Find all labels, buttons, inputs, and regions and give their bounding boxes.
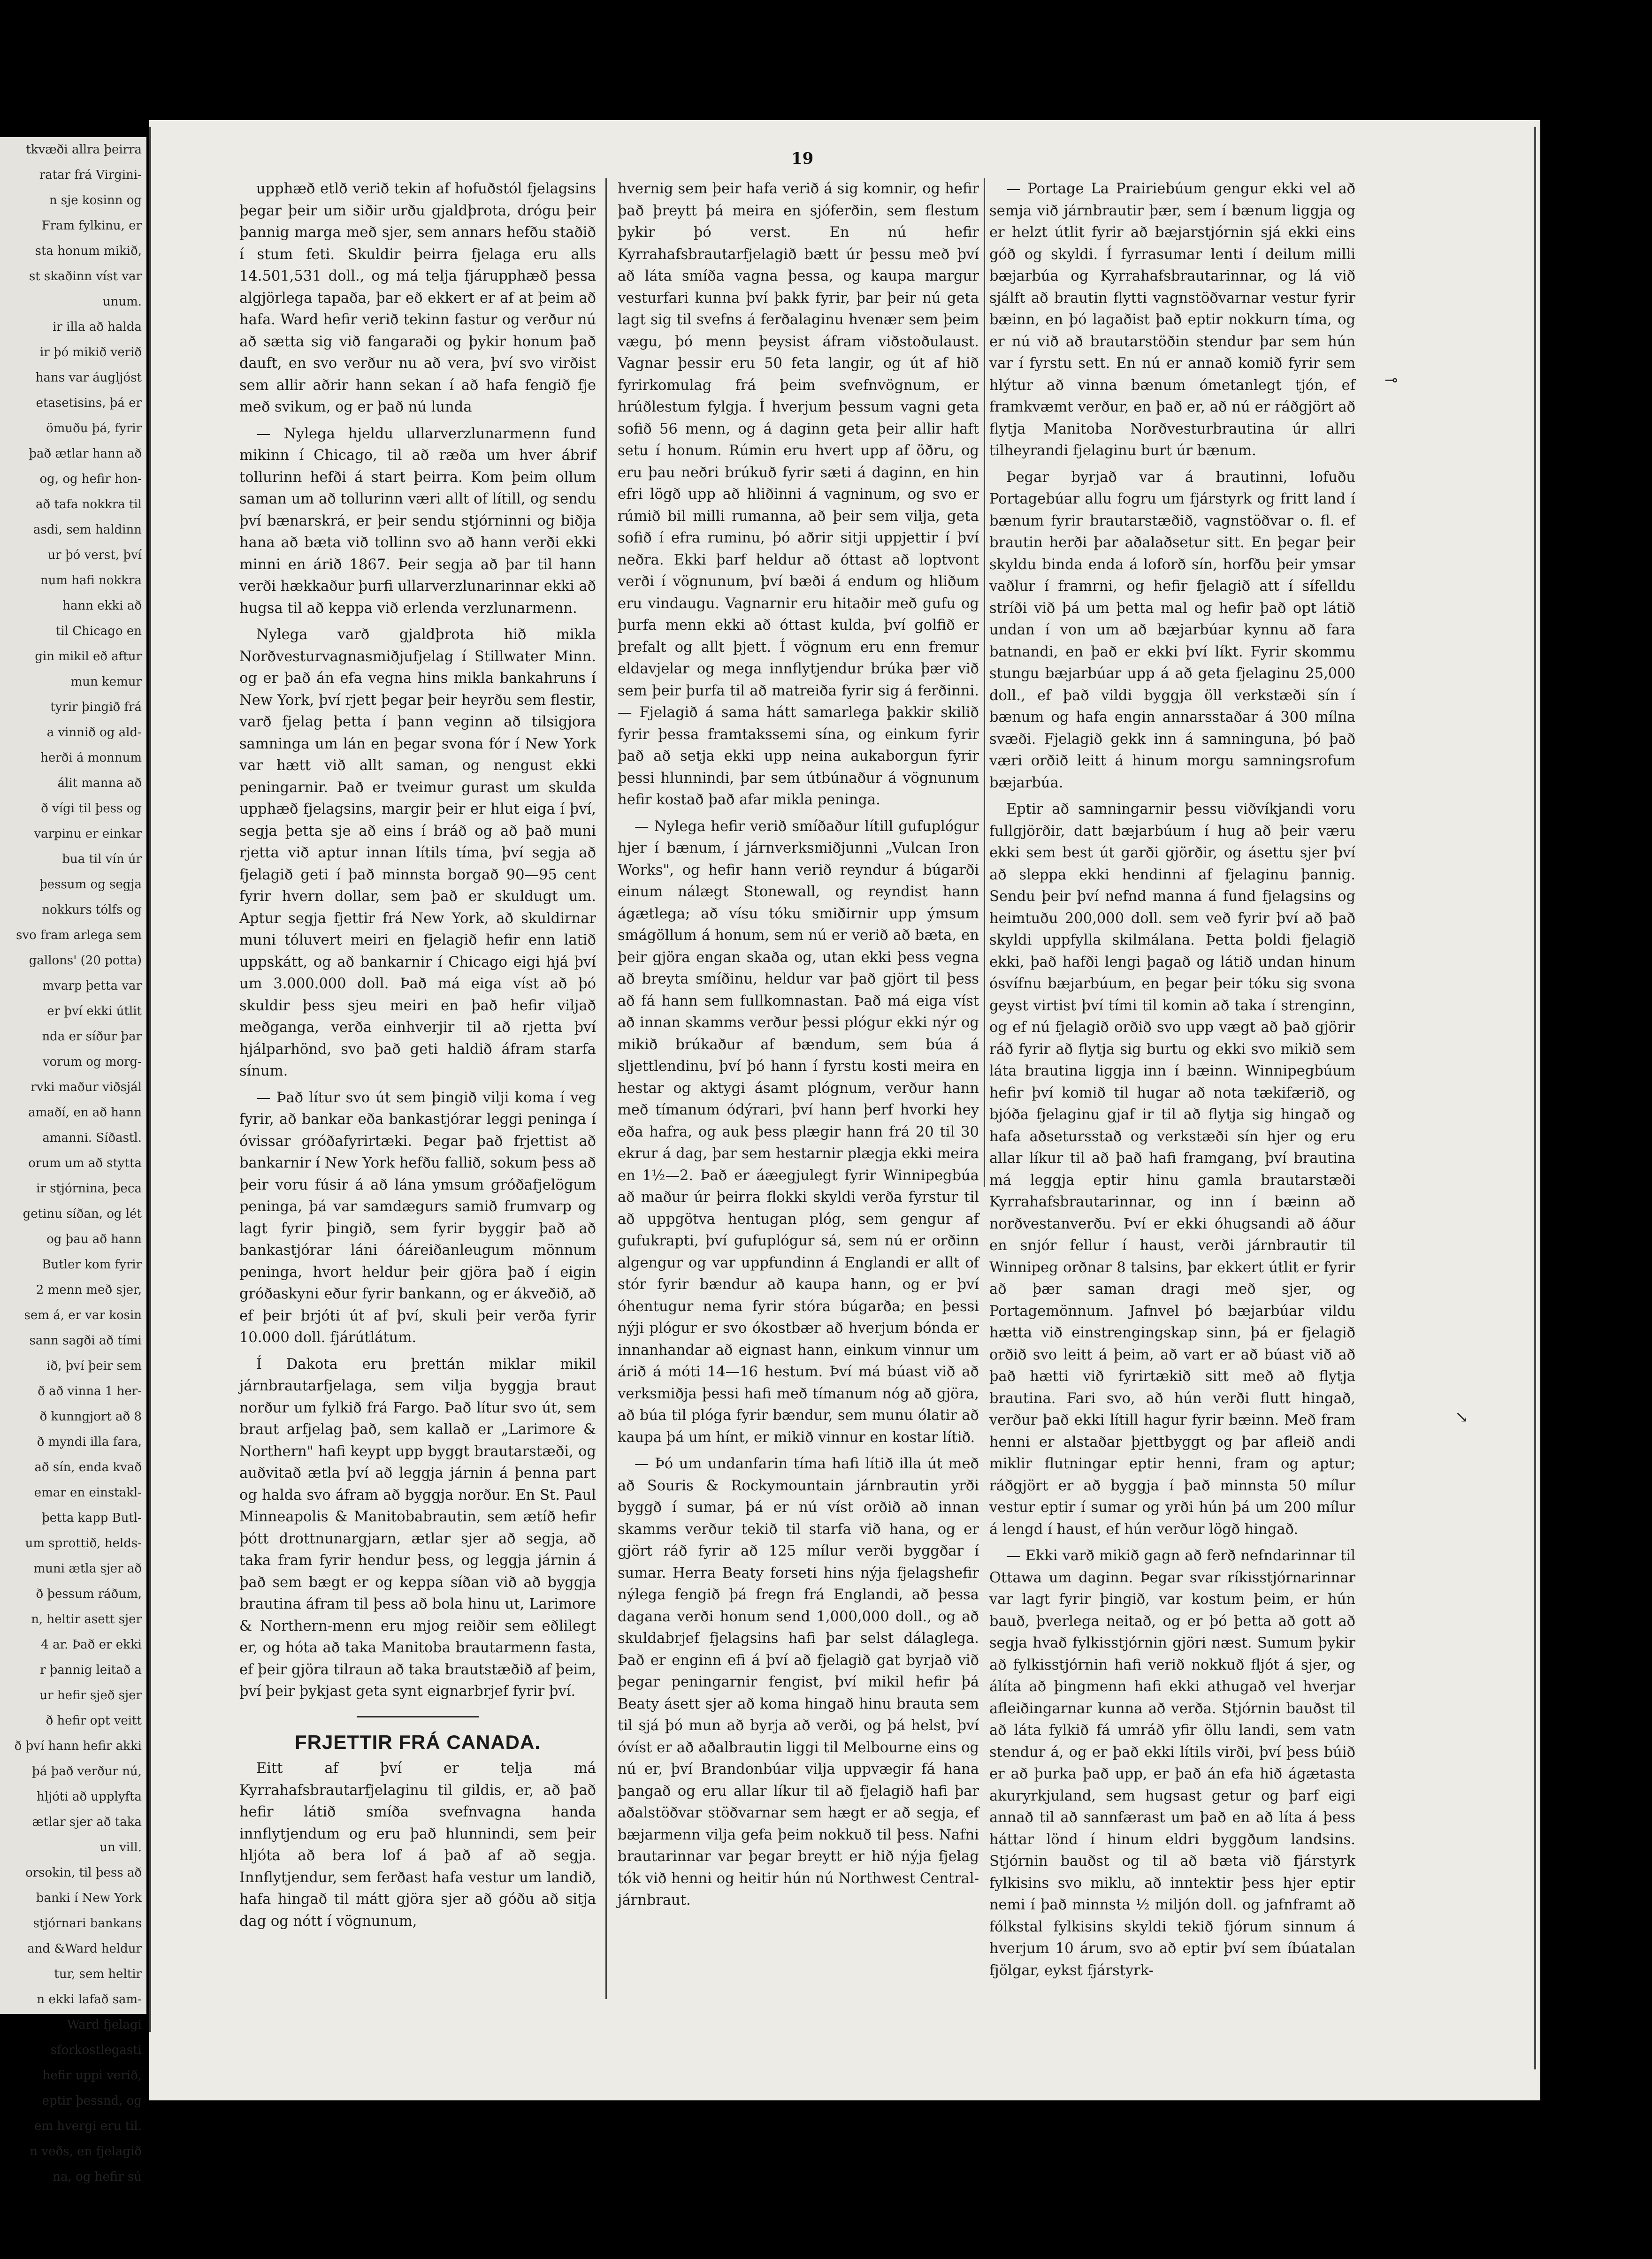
fragment-line: álit manna að <box>57 776 142 790</box>
fragment-line: orum um að stytta <box>28 1156 142 1170</box>
fragment-line: st skaðinn víst var <box>29 269 142 283</box>
fragment-line: num hafi nokkra <box>40 573 142 588</box>
column-3 <box>989 178 1355 1986</box>
fragment-line: gallons' (20 potta) <box>29 954 142 968</box>
page-edge-line <box>149 127 151 2032</box>
fragment-line: og þau að hann <box>46 1232 142 1246</box>
fragment-line: etasetisins, þá er <box>36 396 142 410</box>
column-1 <box>239 178 596 1937</box>
fragment-line: Butler kom fyrir <box>42 1258 142 1272</box>
article-paragraph: upphæð etlð verið tekin af hofuðstól fjelagsins þegar þeir um siðir urðu gjaldþrota, drógu þeir þannig marga með sjer, sem annars hefðu staðið í stum feti. Skuldir þeirra fjelaga eru alls 14.501,531 doll., og má telja fjárupphæð þessa algjörlega tapaða, þar eð ekkert er af at þeim að hafa. Ward hefir verið tekinn fastur og verður nú að sætta sig við fangaraði og þykir honum það dauft, en svo verður nu að vera, því svo virðist sem allir aðrir hann sekan í að hafa fengið fje með svikum, og er það nú lunda <box>239 181 596 415</box>
fragment-line: banki í New York <box>36 1891 142 1905</box>
fragment-line: em hvergi eru til. <box>34 2119 142 2133</box>
fragment-line: ratar frá Virgini- <box>39 168 142 182</box>
fragment-line: ð að vinna 1 her- <box>38 1384 142 1398</box>
fragment-line: hefir uppi verið, <box>42 2068 142 2083</box>
fragment-line: ömuðu þá, fyrir <box>46 421 142 435</box>
article-paragraph: — Það lítur svo út sem þingið vilji koma í veg fyrir, að bankar eða bankastjórar leggi peninga í óvissar gróðafyrirtæki. Þegar það frjettist að bankarnir í New York hefðu fallið, sokum þess að þeir voru fúsir á að lána ymsum gróðafjelögum peninga, þá var samdægurs samið frumvarp og lagt fyrir þingið, sem fyrir byggir það að bankastjórar láni óáreiðanleugum mönnum peninga, hvort heldur þeir gjöra það í eigin gróðaskyni eður fyrir bankann, og er ákveðið, að ef þeir brjóti út af því, skuli þeir verða fyrir 10.000 doll. fjárútlátum. <box>239 1089 596 1346</box>
scan-mark: ⊸ <box>1384 371 1398 389</box>
fragment-line: þessum og segja <box>39 878 142 892</box>
fragment-line: orsokin, til þess að <box>25 1866 142 1880</box>
fragment-line: eptir þessnd, og <box>42 2094 142 2108</box>
article-paragraph: Þegar byrjað var á brautinni, lofuðu Portagebúar allu fogru um fjárstyrk og fritt land í bænum fyrir brautarstæðið, vagnstöðvar o. fl. ef brautin herði þar aðalaðsetur sitt. En þegar þeir skyldu binda enda á loforð sín, horfðu þeir ymsar vaðlur í framrni, og hefir fjelagið att í sífelldu stríði við þá um þetta mal og hefir það opt látið undan í von um að bæjarbúar kynnu að fara batnandi, en það er ekki því líkt. Fyrir skommu stungu bæjarbúar upp á að geta fjelaginu 25,000 doll., ef það vildi byggja öll verkstæði sín í bænum og hafa engin annarsstaðar á 300 mílna svæði. Fjelagið gekk inn á samninguna, þó það væri orðið leitt á hinum morgu samningsrofum bæjarbúa. <box>989 469 1355 791</box>
article-paragraph: Eptir að samningarnir þessu viðvíkjandi voru fullgjörðir, datt bæjarbúum í hug að þeir væru ekki sem best út garði gjörðir, og ásettu sjer því að sleppa ekki hendinni af fjelaginu þannig. Sendu þeir því nefnd manna á fund fjelagsins og heimtuðu 200,000 doll. sem veð fyrir því að það skyldi uppfylla skilmálana. Þetta þoldi fjelagið ekki, það hafði lengi þagað og látið undan hinum ósvífnu bæjarbúum, en þegar þeir tóku sig svona geyst virtist því tími til komin að taka í strenginn, og ef nú fjelagið orðið svo upp vægt að það gjörir ráð fyrir að flytja sig burtu og ekki svo mikið sem láta brautina liggja inn í bæinn. Winnipegbúum hefir því komið til hugar að nota tækifærið, og bjóða fjelaginu gjaf ir til að flytja sig hingað og hafa aðsetursstað og verkstæði sín hjer og eru allar líkur til að það hafi framgang, því brautina má leggja eptir hinu gamla brautarstæði Kyrrahafsbrautarinnar, og inn í bæinn að norðvestanverðu. Því er ekki óhugsandi að áður en snjór fellur í haust, verði járnbrautir til Winnipeg orðnar 8 talsins, þar ekkert útlit er fyrir að þær saman dragi með sjer, og Portagemönnum. Jafnvel þó bæjarbúar vildu hætta við einstrengingskap sinn, þá er fjelagið orðið svo leitt á þeim, að vart er að búast við að það hætti við fyrirtækið sitt með að flytja brautina. Fari svo, að hún verði flutt hingað, verður það ekki lítill hagur fyrir bæinn. Með fram henni er alstaðar þjettbyggt og þar afleið andi miklir flutningar eptir henni, fram og aptur; ráðgjört er að byggja í það minnsta 50 mílur vestur eptir í sumar og yrði hún þá um 200 mílur á lengd í haust, ef hún verður lögð hingað. <box>989 801 1355 1538</box>
fragment-line: um sprottið, helds- <box>25 1536 142 1550</box>
fragment-line: tkvæði allra þeirra <box>26 143 142 157</box>
fragment-line: un vill. <box>99 1840 142 1855</box>
fragment-line: emar en einstakl- <box>34 1486 142 1500</box>
fragment-line: sforkostlegasti <box>50 2043 142 2057</box>
fragment-line: hann ekki að <box>62 599 142 613</box>
article-paragraph: Í Dakota eru þrettán miklar mikil járnbrautarfjelaga, sem vilja byggja braut norður um fylkið frá Fargo. Það lítur svo út, sem braut arfjelag það, sem kallað er „Larimore & Northern" hafi keypt upp byggt brautarstæði, og auðvitað ætla því að leggja járnin á þenna part og halda svo áfram að byggja norður. En St. Paul Minneapolis & Manitobabrautin, sem ætíð hefir þótt drottnunargjarn, ætlar sjer að segja, að taka fram fyrir hendur þess, og leggja járnin á það sem bægt er og keppa síðan við að byggja brautina áfram til þess að bola hinu ut, Larimore & Northern-menn eru mjog reiðir sem eðlilegt er, og hóta að taka Manitoba brautarmenn fasta, ef þeir gjöra tilraun að taka brautstæðið af þeim, því þeir þykjast geta synt eignarbrjef fyrir því. <box>239 1356 596 1700</box>
fragment-line: gin mikil eð aftur <box>35 649 142 664</box>
article-paragraph: — Nylega hjeldu ullarverzlunarmenn fund mikinn í Chicago, til að ræða um hver ábrif tollurinn hefði á start þeirra. Kom þeim ollum saman um að tollurinn væri allt of lítill, og sendu því bænarskrá, er þeir sendu stjórninni og biðja hana að bæta við tollinn svo að hann verði ekki minni en árið 1867. Þeir segja að þar til hann verði hækkaður þurfi ullarverzlunarinnar ekki að hugsa til að keppa við erlenda verzlunarmenn. <box>239 425 596 617</box>
fragment-line: rvki maður viðsjál <box>31 1080 142 1094</box>
column-2 <box>618 178 979 1916</box>
column-rule-2 <box>984 178 985 1187</box>
article-paragraph: — Ekki varð mikið gagn að ferð nefndarinnar til Ottawa um daginn. Þegar svar ríkisstjórnarinnar var lagt fyrir þingið, var kostum þeim, er hún bauð, þverlega neitað, og er þó þetta að gott að segja hvað fylkisstjórnin gjöri næst. Sumum þykir að fylkisstjórnin hafi verið nokkuð fljót á sjer, og álíta að þingmenn hafi ekki athugað vel hverjar afleiðingarnar kunna að verða. Stjórnin bauðst til að láta fylkið fá umráð yfir öllu landi, sem vatn stendur á, og er það ekki lítils virði, því þess búið er að þurka það upp, er það án efa hið ágætasta akuryrkjuland, sem hugsast getur og þarf eigi annað til að sannfærast um það en að líta á þess háttar lönd í hinum eldri byggðum landsins. Stjórnin bauðst og til að bæta við fjárstyrk fylkisins svo miklu, að inntektir þess hjer eptir nemi í það minnsta ½ miljón doll. og jafnframt að fólkstal fylkisins skyldi tekið fjórum sinnum á hverjum 10 árum, svo að eptir því sem íbúatalan fjölgar, eykst fjárstyrk- <box>989 1548 1355 1979</box>
fragment-line: 2 menn með sjer, <box>36 1283 142 1297</box>
right-border-line <box>1534 127 1536 2069</box>
fragment-line: að tafa nokkra til <box>36 497 142 511</box>
fragment-line: þetta kapp Butl- <box>42 1511 142 1525</box>
fragment-line: ð kunngjort að 8 <box>39 1410 142 1424</box>
article-paragraph: hvernig sem þeir hafa verið á sig komnir, og hefir það þreytt þá meira en sjóferðin, sem flestum þykir þó verst. En nú hefir Kyrrahafsbrautarfjelagið bætt úr þessu með því að láta smíða vagna þessa, og kaupa margur vesturfari kunna því þakk fyrir, þar þeir nú geta lagt sig til svefns á ferðalaginu hvenær sem þeim vægu, þó menn þeysist áfram viðstoðulaust. Vagnar þessir eru 50 feta langir, og út af hið fyrirkomulag frá þeim svefnvögnum, er hrúðlestum fylgja. Í hverjum þessum vagni geta sofið 56 menn, og á daginn geta þeir allir haft setu í honum. Rúmin eru hvert upp af öðru, og eru þau neðri brúkuð fyrir sæti á daginn, en hin efri lögð upp að hliðinni á vagninum, og svo er rúmið bil milli rumanna, að þeir sem vilja, geta sofið í efra ruminu, þó aðrir sitji uppjettir í því neðra. Ekki þarf heldur að óttast að loptvont verði í vögnunum, því bæði á endum og hliðum eru vindaugu. Vagnarnir eru hitaðir með gufu og þurfa menn ekki að óttast kulda, því golfið er þrefalt og allt þjett. Í vögnum eru enn fremur eldavjelar og mega innflytjendur brúka þær við sem þeir þurfa til að matreiða fyrir sig á ferðinni. — Fjelagið á sama hátt samarlega þakkir skilið fyrir þessa framtakssemi sína, og einkum fyrir það að setja ekki upp neina aukaborgun fyrir þessi hlunnindi, þar sem útbúnaður á vögnunum hefir kostað það afar mikla peninga. <box>618 181 979 808</box>
fragment-line: sta honum mikið, <box>35 244 142 258</box>
fragment-line: tur, sem heltir <box>54 1967 142 1981</box>
column-rule-1 <box>605 178 607 1999</box>
fragment-line: er því ekki útlit <box>47 1004 142 1018</box>
article-paragraph: — Portage La Prairiebúum gengur ekki vel að semja við járnbrautir þær, sem í bænum liggja og er helzt útlit fyrir að bæjarstjórnin sjá ekki eins góð og skyldi. Í fyrrasumar lenti í deilum milli bæjarbúa og Kyrrahafsbrautarinnar, og lá við sjálft að brautin flytti vagnstöðvarnar vestur fyrir bæinn, en þó lagaðist það eptir nokkurn tíma, og er nú við að brautarstöðin stendur þar sem hún var í fyrstu sett. En nú er annað komið fyrir sem hlýtur að vinna bænum ómetanlegt tjón, ef framkvæmt verður, en það er, að nú er ráðgjört að flytja Manitoba Norðvesturbrautina úr allri tilheyrandi fjelaginu burt úr bænum. <box>989 181 1355 459</box>
fragment-line: amaðí, en að hann <box>28 1106 142 1120</box>
fragment-line: nda er síður þar <box>42 1030 142 1044</box>
article-paragraph: — Þó um undanfarin tíma hafi lítið illa út með að Souris & Rockymountain járnbrautin yrði byggð í sumar, þá er nú víst orðið að innan skamms verður tekið til starfa við hana, og er gjört ráð fyrir að 125 mílur verði byggðar í sumar. Herra Beaty forseti hins nýja fjelagshefir nýlega fengið þá fregn frá Englandi, að þessa dagana verði honum send 1,000,000 doll., og að skuldabrjef fjelagsins hafi þar selst dálaglega. Það er enginn efi á því að fjelagið gat byrjað við þegar peningarnir fengist, því mikil hefir þá Beaty ásett sjer að koma hingað hinu brauta sem til sjá þó mun að byrja að verði, og þá helst, því óvíst er að aðalbrautin liggi til Melbourne eins og nú er, því Brandonbúar vilja uppvægir fá hana þangað og eru allar líkur til að fjelagið hafi þar aðalstöðvar stöðvarnar sem hægt er að segja, ef bæjarmenn vilja gefa þeim nokkuð til þess. Nafni brautarinnar var þegar breytt er hið nýja fjelag tók við henni og heitir hún nú Northwest Central-járnbraut. <box>618 1456 979 1908</box>
fragment-line: unum. <box>102 295 142 309</box>
fragment-line: a vinnið og ald- <box>46 725 142 740</box>
fragment-line: til Chicago en <box>55 624 142 638</box>
fragment-line: ir stjórnina, þeca <box>36 1182 142 1196</box>
fragment-line: Ward fjelagi <box>67 2018 142 2032</box>
left-page-fragment <box>0 137 146 2184</box>
fragment-line: herði á monnum <box>40 751 142 765</box>
fragment-line: að sín, enda kvað <box>34 1460 142 1474</box>
article-paragraph: Eitt af því er telja má Kyrrahafsbrautarfjelaginu til gildis, er, að það hefir látið smíða svefnvagna handa innflytjendum og eru það hlunnindi, sem þeir hljóta að bera lof á það af að segja. Innflytjendur, sem ferðast hafa vestur um landið, hafa hingað til mátt gjöra sjer að góðu að sitja dag og nótt í vögnunum, <box>239 1760 596 1930</box>
fragment-line: vorum og morg- <box>42 1055 142 1069</box>
fragment-line: mvarp þetta var <box>42 979 142 993</box>
fragment-line: og, og hefir hon- <box>39 472 142 486</box>
fragment-line: ð þessum ráðum, <box>36 1587 142 1601</box>
fragment-line: Fram fylkinu, er <box>41 219 142 233</box>
fragment-line: n sje kosinn og <box>49 193 142 207</box>
fragment-line: 4 ar. Það er ekki <box>41 1638 142 1652</box>
fragment-line: asdi, sem haldinn <box>33 523 142 537</box>
fragment-line: ð myndi illa fara, <box>37 1435 142 1449</box>
fragment-line: ð vígi til þess og <box>41 801 142 816</box>
fragment-line: muni ætla sjer að <box>33 1562 142 1576</box>
fragment-line: stjórnari bankans <box>33 1916 142 1931</box>
fragment-line: varpinu er einkar <box>34 827 142 841</box>
fragment-line: sann sagði að tími <box>29 1334 142 1348</box>
fragment-line: sem á, er var kosin <box>24 1308 142 1322</box>
fragment-line: n, heltir asett sjer <box>31 1612 142 1626</box>
fragment-line: svo fram arlega sem <box>16 928 142 942</box>
fragment-line: ur hefir sjeð sjer <box>39 1688 142 1702</box>
fragment-line: ið, því þeir sem <box>46 1359 142 1373</box>
fragment-line: amanni. Síðastl. <box>42 1131 142 1145</box>
fragment-line: n veðs, en fjelagið <box>30 2145 142 2159</box>
page-number: 19 <box>791 149 814 168</box>
fragment-line: ð því hann hefir akki <box>14 1739 142 1753</box>
fragment-line: ir þó mikið verið <box>39 345 142 359</box>
fragment-line: ð hefir opt veitt <box>46 1714 142 1728</box>
scan-mark: ↘ <box>1455 1408 1468 1427</box>
fragment-line: and &Ward heldur <box>27 1942 142 1956</box>
article-paragraph: — Nylega hefir verið smíðaður lítill gufuplógur hjer í bænum, í járnverksmiðjunni „Vulcan Iron Works", og hefir hann verið reyndur á búgarði einum nálægt Stonewall, og reyndist hann ágætlega; að vísu tóku smiðirnir upp ýmsum smágöllum á honum, sem nú er verið að bæta, en þeir gjöra engan skaða og, utan ekki þess vegna að breyta smíðinu, heldur var það gjört til þess að fá hann sem fullkomnastan. Það má eiga víst að innan skamms verður þessi plógur ekki nýr og mikið brúkaður af bændum, sem búa á sljettlendinu, því þó hann í fyrstu kosti meira en hestar og aktygi ásamt plógnum, verður hann með tímanum ódýrari, því hann þerf hvorki hey eða hafra, og auk þess plægir hann frá 20 til 30 ekrur á dag, þar sem hestarnir plægja ekki meira en 1½—2. Það er áæegjulegt fyrir Winnipegbúa að maður úr þeirra flokki skyldi verða fyrstur til að uppgötva hentugan plóg, sem gengur af gufukrapti, því gufuplógur sá, sem nú er orðinn algengur og var uppfundinn á Englandi er allt of stór fyrir bændur að kaupa hann, og er því óhentugur nema fyrir stóra búgarða; en þessi nýji plógur er svo ókostbær að hverjum bónda er innanhandar að eignast hann, einkum vinnur um árið á móti 14—16 hestum. Því má búast við að verksmiðja þessi hafi með tímanum nóg að gjöra, að búa til plóga fyrir bændur, sem munu ólatir að kaupa þá um hínt, er mikið vinnur en kostar lítið. <box>618 818 979 1446</box>
fragment-line: það ætlar hann að <box>29 447 142 461</box>
fragment-line: mun kemur <box>70 675 142 689</box>
fragment-line: ir illa að halda <box>53 320 142 334</box>
article-paragraph: Nylega varð gjaldþrota hið mikla Norðvesturvagnasmiðjufjelag í Stillwater Minn. og er það án efa vegna hins mikla bankahruns í New York, því rjett þegar þeir heyrðu sem flestir, varð fjelag þetta í þann veginn að tilsigjora samninga um lán en þegar svona fór í New York var hætt við allt saman, og nengust ekki peningarnir. Það er tveimur gurast um skulda upphæð fjelagsins, margir þeir er hlut eiga í því, segja þetta sje að eins í bráð og að það muni rjetta við aptur innan lítils tíma, því segja að fjelagið geti í það minnsta borgað 90—95 cent fyrir hvern dollar, sem það er skuldugt um. Aptur segja fjettir frá New York, að skuldirnar muni tóluvert meiri en fjelagið hefir enn latið uppskátt, og að bankarnir í Chicago eigi hjá því um 3.000.000 doll. Það má eiga víst að þó skuldir þess sjeu meiri en það hefir viljað meðganga, verða einhverjir til að rjetta því hjálparhönd, svo það geti haldið áfram starfa sínum. <box>239 626 596 1079</box>
fragment-line: þá það verður nú, <box>32 1764 142 1778</box>
fragment-line: hans var áugljóst <box>35 371 142 385</box>
fragment-line: getinu síðan, og lét <box>23 1207 142 1221</box>
fragment-line: na, og hefir sú <box>53 2170 142 2184</box>
fragment-line: r þannig leitað a <box>40 1663 142 1677</box>
fragment-line: nokkurs tólfs og <box>42 903 142 917</box>
fragment-line: ur þó verst, því <box>47 548 142 562</box>
section-headline: FRJETTIR FRÁ CANADA. <box>295 1731 541 1753</box>
fragment-line: tyrir þingið frá <box>50 700 142 714</box>
fragment-line: ætlar sjer að taka <box>32 1815 142 1829</box>
fragment-line: hljóti að upplyfta <box>37 1790 142 1804</box>
fragment-line: bua til vín úr <box>62 852 142 866</box>
fragment-line: n ekki lafað sam- <box>37 1992 142 2007</box>
section-separator <box>357 1716 479 1717</box>
